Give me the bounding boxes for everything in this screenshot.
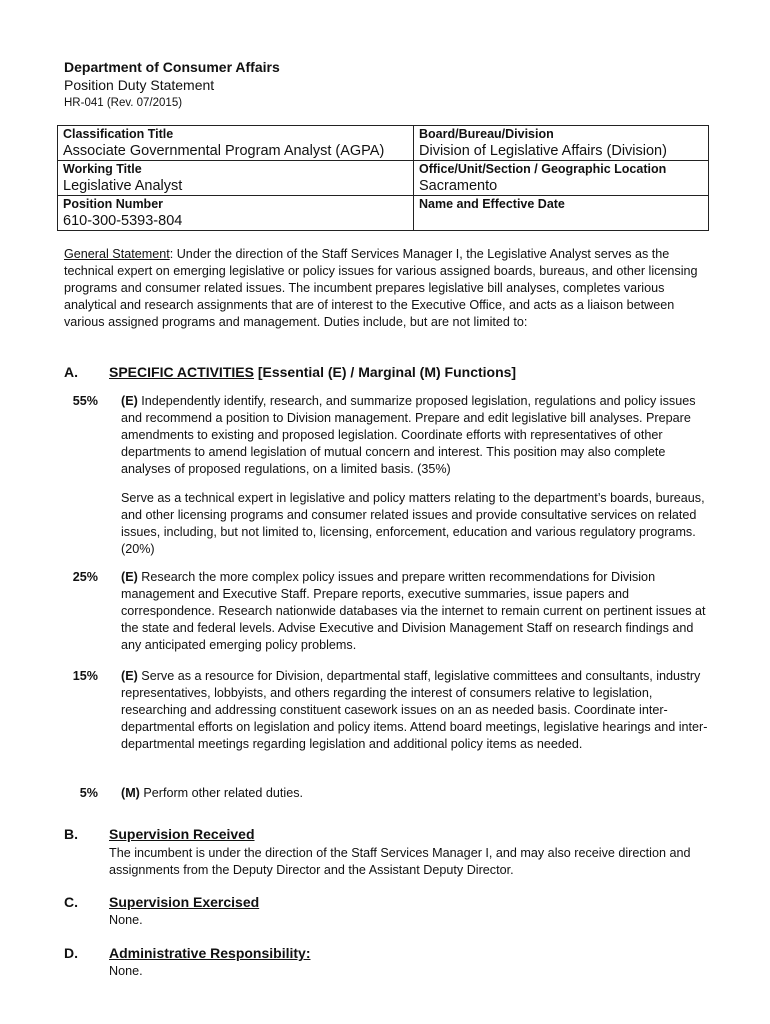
section-b-letter: B.: [64, 826, 78, 842]
organization-name: Department of Consumer Affairs: [64, 59, 280, 75]
classification-title-value: Associate Governmental Program Analyst (AGPA): [63, 143, 385, 159]
duty-item: [121, 393, 713, 478]
general-statement-label: General Statement: [64, 247, 170, 261]
duty-tag: (M): [121, 786, 140, 800]
classification-title-cell: [58, 126, 414, 161]
general-statement-text: : Under the direction of the Staff Services Manager I, the Legislative Analyst serves as the technical expert on emerging legislative or policy issues for various assigned boards, bureaus, and other licensing programs and consumer related issues. The incumbent prepares legislative bill analyses, completes various analytical and research assignments that are of interest to the Executive Office, and acts as a liaison between various assigned programs and management. Duties include, but are not limited to:: [64, 247, 698, 329]
duty-text: Perform other related duties.: [139, 786, 303, 800]
section-d-heading: [109, 945, 310, 961]
section-a-letter: A.: [64, 364, 78, 380]
duty-item: [121, 569, 713, 654]
duty-tag: (E): [121, 669, 138, 683]
duty-tag: (E): [121, 570, 138, 584]
section-b-body: The incumbent is under the direction of the Staff Services Manager I, and may also receive direction and assignments from the Deputy Director and the Assistant Deputy Director.: [109, 846, 691, 877]
position-number-cell: [58, 196, 414, 231]
section-b-title: Supervision Received: [109, 826, 255, 842]
name-date-cell: [414, 196, 709, 231]
section-a-heading: [109, 364, 516, 380]
section-c-heading: [109, 894, 259, 910]
section-d-title: Administrative Responsibility:: [109, 945, 311, 961]
duty-percent: 5%: [79, 786, 98, 800]
working-title-cell: [58, 161, 414, 196]
board-value: Division of Legislative Affairs (Division): [419, 143, 667, 159]
duty-tag: (E): [121, 394, 138, 408]
working-title-label: Working Title: [63, 162, 142, 176]
office-value: Sacramento: [419, 178, 498, 194]
duty-percent: 25%: [72, 570, 98, 584]
duty-item: [121, 668, 713, 753]
section-c-body: None.: [109, 913, 143, 927]
section-a-title-suffix: [Essential (E) / Marginal (M) Functions]: [253, 364, 517, 380]
duty-percent: 15%: [72, 669, 98, 683]
duty-percent: 55%: [72, 394, 98, 408]
duty-text: Research the more complex policy issues and prepare written recommendations for Division management and Executive Staff. Prepare reports, executive summaries, issue papers and correspondence. Research nationwide databases via the internet to remain current on pertinent issues at the state and federal levels. Advise Executive and Division Management Staff on research findings and any anticipated emerging policy problems.: [121, 570, 706, 652]
board-cell: [414, 126, 709, 161]
duty-item-extra: Serve as a technical expert in legislative and policy matters relating to the department’s boards, bureaus, and other licensing programs and consumer related issues and provide consultative services on related issues, including, but not limited to, licensing, enforcement, education and various regulatory programs. (20%): [121, 491, 705, 556]
position-number-label: Position Number: [63, 197, 164, 211]
office-label: Office/Unit/Section / Geographic Location: [419, 162, 667, 176]
office-cell: [414, 161, 709, 196]
duty-item: [121, 785, 713, 802]
classification-title-label: Classification Title: [63, 127, 174, 141]
duty-text: Serve as a resource for Division, departmental staff, legislative committees and consultants, industry representatives, lobbyists, and others regarding the interest of consumers relative to legislation, researching and addressing constituent casework issues on an as needed basis. Coordinate inter-departmental efforts on legislation and policy items. Attend board meetings, legislative hearings and inter-departmental meetings regarding legislation and additional policy items as needed.: [121, 669, 708, 751]
section-b-heading: [109, 826, 255, 842]
position-info-table: [57, 125, 709, 231]
board-label: Board/Bureau/Division: [419, 127, 554, 141]
section-d-body: None.: [109, 964, 143, 978]
general-statement: [64, 246, 714, 331]
section-a-title: SPECIFIC ACTIVITIES: [109, 364, 254, 380]
section-d-letter: D.: [64, 945, 78, 961]
name-date-label: Name and Effective Date: [419, 197, 565, 211]
position-number-value: 610-300-5393-804: [63, 213, 183, 229]
duty-text: Independently identify, research, and summarize proposed legislation, regulations and policy issues and recommend a position to Division management. Prepare and edit legislative bill analyses. Prepare amendments to existing and proposed legislation. Coordinate efforts with representatives of other departments to amend legislation of mutual concern and interest. This position may also complete analyses of proposed regulations, on a limited basis. (35%): [121, 394, 696, 476]
form-number: HR-041 (Rev. 07/2015): [64, 97, 183, 109]
working-title-value: Legislative Analyst: [63, 178, 183, 194]
document-title: Position Duty Statement: [64, 77, 215, 93]
document-header: [64, 58, 280, 111]
section-c-letter: C.: [64, 894, 78, 910]
section-c-title: Supervision Exercised: [109, 894, 260, 910]
